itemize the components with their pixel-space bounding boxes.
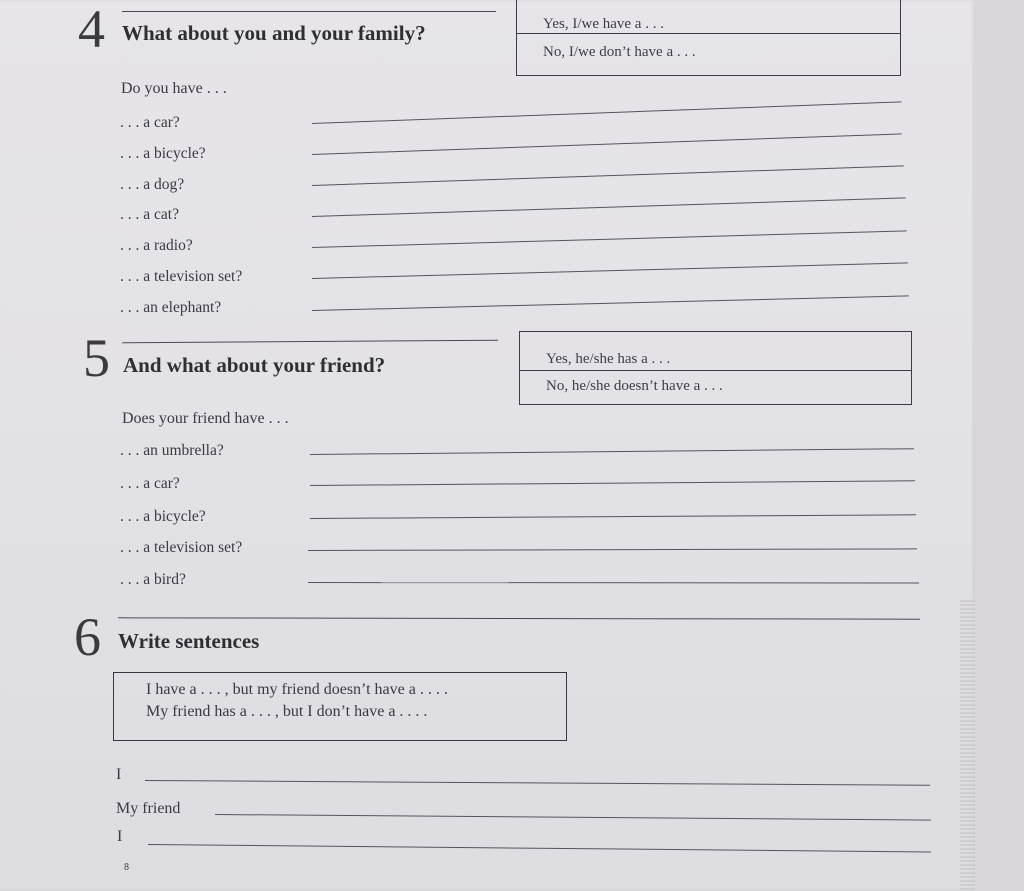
section4-answer-box — [516, 0, 901, 76]
section4-question-cat: . . . a cat? — [120, 206, 179, 223]
answer-line[interactable] — [310, 514, 916, 519]
section4-question-bicycle: . . . a bicycle? — [120, 145, 206, 162]
section6-number: 6 — [74, 607, 101, 667]
answer-line[interactable] — [312, 230, 907, 248]
sentence-line[interactable] — [148, 844, 931, 853]
section6-label-my-friend: My friend — [116, 800, 181, 817]
section5-intro: Does your friend have . . . — [122, 410, 289, 427]
section5-question-television: . . . a television set? — [120, 539, 243, 556]
answer-line[interactable] — [312, 165, 904, 186]
page-number: 8 — [124, 862, 129, 873]
section5-question-bird: . . . a bird? — [120, 571, 186, 588]
section5-title: And what about your friend? — [123, 353, 386, 377]
section6-example-line1: I have a . . . , but my friend doesn’t have a . . . . — [146, 681, 448, 698]
section4-question-radio: . . . a radio? — [120, 237, 193, 254]
section4-title: What about you and your family? — [122, 21, 426, 45]
section5-answer-box — [519, 331, 912, 405]
section6-example-box — [113, 672, 567, 741]
answer-line[interactable] — [310, 448, 914, 455]
section6-label-i-2: I — [117, 828, 123, 845]
answer-line[interactable] — [312, 295, 909, 311]
section6-label-i-1: I — [116, 766, 122, 783]
paper-edge — [960, 600, 975, 891]
section4-box-no: No, I/we don’t have a . . . — [543, 44, 696, 60]
section5-box-yes: Yes, he/she has a . . . — [546, 351, 671, 367]
section6-example-line2: My friend has a . . . , but I don’t have a . . . . — [146, 703, 428, 720]
sentence-line[interactable] — [215, 814, 931, 821]
section5-top-rule — [122, 340, 498, 344]
section6-title: Write sentences — [118, 629, 260, 653]
section4-question-dog: . . . a dog? — [120, 176, 185, 193]
section4-question-elephant: . . . an elephant? — [120, 299, 222, 316]
section5-question-umbrella: . . . an umbrella? — [120, 442, 224, 459]
answer-line[interactable] — [308, 582, 919, 584]
section4-question-car: . . . a car? — [120, 114, 180, 131]
sentence-line[interactable] — [145, 780, 930, 786]
section4-box-divider — [517, 33, 900, 34]
section5-box-no: No, he/she doesn’t have a . . . — [546, 378, 723, 394]
answer-line[interactable] — [310, 480, 915, 486]
section4-box-yes: Yes, I/we have a . . . — [543, 16, 664, 32]
answer-line[interactable] — [312, 101, 902, 124]
answer-line[interactable] — [308, 548, 917, 551]
answer-line[interactable] — [312, 197, 906, 217]
section5-number: 5 — [83, 328, 110, 388]
answer-line[interactable] — [312, 133, 902, 155]
section6-top-rule — [118, 617, 920, 619]
section4-number: 4 — [78, 0, 105, 59]
section5-question-car: . . . a car? — [120, 475, 180, 492]
section5-box-divider — [520, 370, 911, 371]
answer-line[interactable] — [312, 262, 908, 279]
section4-question-television: . . . a television set? — [120, 268, 243, 285]
section4-top-rule — [122, 11, 496, 12]
section4-intro: Do you have . . . — [121, 80, 227, 97]
section5-question-bicycle: . . . a bicycle? — [120, 508, 206, 525]
